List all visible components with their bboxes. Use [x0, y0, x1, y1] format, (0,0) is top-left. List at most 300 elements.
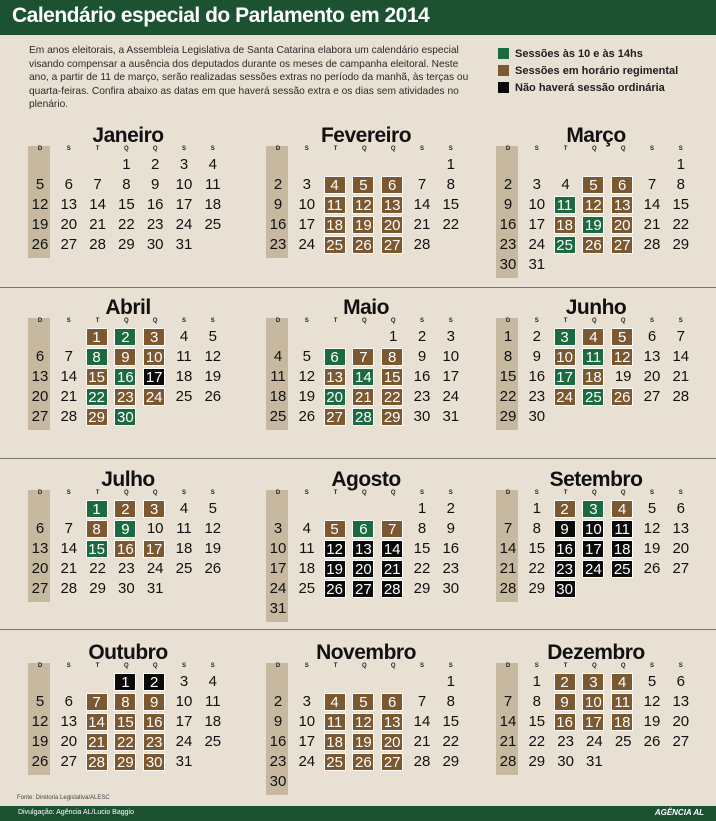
- day-cell-no-session: 26: [324, 580, 346, 598]
- day-cell: 18: [204, 196, 222, 213]
- weekday-label: T: [95, 146, 100, 152]
- day-cell: 19: [204, 540, 222, 557]
- day-cell-no-session: 12: [324, 540, 346, 558]
- day-cell-session-regimental: 3: [582, 673, 604, 691]
- day-cell: 31: [269, 600, 287, 617]
- day-cell: 7: [647, 176, 657, 193]
- day-cell: 1: [532, 500, 541, 517]
- day-cell-session-10-14: 17: [554, 368, 576, 386]
- day-cell: 20: [60, 216, 78, 233]
- day-cell: 1: [446, 673, 455, 690]
- day-cell-session-regimental: 18: [611, 713, 633, 731]
- day-cell: 15: [528, 713, 546, 730]
- weekday-label: T: [563, 146, 568, 152]
- day-cell: 23: [269, 236, 287, 253]
- month-setembro: [498, 468, 708, 628]
- day-cell: 25: [298, 580, 316, 597]
- day-cell: 28: [499, 753, 517, 770]
- day-cell: 6: [676, 500, 685, 517]
- day-cell: 22: [413, 560, 431, 577]
- weekday-label: Q: [362, 146, 367, 152]
- day-cell: 14: [89, 196, 106, 213]
- day-cell: 31: [146, 580, 164, 597]
- weekday-label: S: [649, 490, 654, 496]
- day-cell: 30: [269, 773, 287, 790]
- day-cell-session-regimental: 10: [554, 348, 576, 366]
- day-cell-session-10-14: 30: [114, 408, 136, 426]
- day-cell: 15: [442, 196, 460, 213]
- day-cell: 4: [179, 500, 189, 517]
- weekday-label: Q: [592, 318, 597, 324]
- month-março: [498, 124, 708, 284]
- day-cell-session-regimental: 8: [86, 520, 108, 538]
- weekday-label: Q: [592, 663, 597, 669]
- weekday-label: S: [181, 318, 186, 324]
- weekday-label: S: [66, 318, 71, 324]
- day-cell-session-regimental: 14: [86, 713, 108, 731]
- day-cell: 5: [208, 500, 217, 517]
- weekday-label: D: [37, 490, 43, 496]
- weekday-label: Q: [124, 663, 129, 669]
- weekday-label: S: [210, 490, 215, 496]
- day-cell: 6: [35, 348, 45, 365]
- day-cell: 10: [269, 540, 287, 557]
- day-cell-session-regimental: 18: [554, 216, 576, 234]
- day-cell: 16: [528, 368, 546, 385]
- day-cell: 31: [175, 753, 193, 770]
- weekday-label: Q: [620, 663, 626, 669]
- weekday-label: S: [210, 318, 215, 324]
- weekday-label: D: [275, 318, 281, 324]
- day-cell: 21: [89, 216, 106, 233]
- day-cell: 25: [614, 733, 632, 750]
- day-cell: 15: [528, 540, 546, 557]
- day-cell: 23: [269, 753, 287, 770]
- weekday-label: S: [534, 490, 539, 496]
- day-cell-no-session: 19: [324, 560, 346, 578]
- day-cell-session-regimental: 5: [352, 176, 374, 194]
- weekday-label: S: [181, 146, 186, 152]
- month-name: Janeiro: [92, 124, 164, 147]
- day-cell-session-10-14: 20: [324, 388, 346, 406]
- month-novembro: [268, 641, 478, 801]
- weekday-label: T: [333, 318, 338, 324]
- day-cell: 24: [175, 733, 193, 750]
- day-cell-no-session: 2: [143, 673, 165, 691]
- day-cell: 12: [298, 368, 316, 385]
- day-cell: 28: [413, 236, 431, 253]
- day-cell-session-regimental: 20: [381, 216, 403, 234]
- day-cell: 23: [118, 560, 135, 577]
- day-cell: 19: [643, 713, 661, 730]
- day-cell-session-regimental: 17: [582, 713, 604, 731]
- day-cell: 25: [175, 560, 193, 577]
- day-cell: 30: [442, 580, 460, 597]
- day-cell-session-regimental: 15: [86, 368, 108, 386]
- day-cell-session-regimental: 28: [86, 753, 108, 771]
- day-cell: 8: [446, 693, 455, 710]
- day-cell-session-regimental: 29: [114, 753, 136, 771]
- day-cell-session-regimental: 13: [381, 713, 403, 731]
- day-cell-session-regimental: 18: [582, 368, 604, 386]
- day-cell: 30: [146, 236, 164, 253]
- day-cell: 5: [35, 693, 45, 710]
- day-cell-session-10-14: 28: [352, 408, 374, 426]
- day-cell-session-regimental: 20: [611, 216, 633, 234]
- day-cell: 12: [643, 520, 661, 537]
- weekday-label: T: [333, 490, 338, 496]
- day-cell: 4: [302, 520, 311, 537]
- weekday-label: Q: [124, 490, 129, 496]
- weekday-label: Q: [592, 146, 597, 152]
- day-cell: 21: [413, 733, 431, 750]
- weekday-label: S: [678, 663, 683, 669]
- day-cell-session-regimental: 6: [381, 693, 403, 711]
- day-cell: 25: [175, 388, 193, 405]
- day-cell-session-regimental: 21: [86, 733, 108, 751]
- legend-swatch-black: [498, 82, 509, 93]
- day-cell-session-regimental: 30: [143, 753, 165, 771]
- day-cell: 17: [298, 216, 316, 233]
- weekday-label: Q: [124, 146, 129, 152]
- day-cell: 1: [503, 328, 513, 345]
- day-cell: 19: [204, 368, 222, 385]
- day-cell-session-regimental: 5: [611, 328, 633, 346]
- day-cell: 5: [647, 673, 657, 690]
- day-cell: 10: [298, 713, 316, 730]
- day-cell-session-regimental: 8: [381, 348, 403, 366]
- day-cell-session-10-14: 9: [114, 520, 136, 538]
- weekday-label: Q: [620, 318, 626, 324]
- day-cell-no-session: 27: [352, 580, 374, 598]
- day-cell: 10: [528, 196, 546, 213]
- day-cell: 18: [204, 713, 222, 730]
- day-cell: 5: [208, 328, 217, 345]
- day-cell: 14: [413, 196, 431, 213]
- day-cell-session-10-14: 25: [554, 236, 576, 254]
- weekday-label: T: [333, 146, 338, 152]
- day-cell: 17: [528, 216, 546, 233]
- day-cell: 24: [442, 388, 460, 405]
- day-cell-no-session: 16: [554, 540, 576, 558]
- day-cell: 23: [442, 560, 460, 577]
- day-cell: 13: [672, 693, 690, 710]
- weekday-label: T: [563, 318, 568, 324]
- day-cell: 29: [89, 580, 106, 597]
- weekday-label: S: [66, 490, 71, 496]
- day-cell: 29: [118, 236, 135, 253]
- day-cell-session-regimental: 5: [324, 520, 346, 538]
- day-cell: 12: [31, 713, 49, 730]
- weekday-label: T: [563, 490, 568, 496]
- day-cell: 14: [643, 196, 661, 213]
- day-cell-session-regimental: 24: [554, 388, 576, 406]
- day-cell: 12: [204, 348, 222, 365]
- day-cell: 19: [31, 733, 49, 750]
- day-cell: 9: [446, 520, 455, 537]
- month-agosto: [268, 468, 478, 628]
- day-cell: 11: [176, 348, 192, 365]
- day-cell: 28: [89, 236, 106, 253]
- day-cell: 19: [614, 368, 632, 385]
- month-fevereiro: [268, 124, 478, 284]
- day-cell-no-session: 30: [554, 580, 576, 598]
- day-cell: 10: [175, 176, 193, 193]
- day-cell-session-regimental: 10: [143, 348, 165, 366]
- day-cell: 4: [208, 156, 217, 173]
- weekday-label: Q: [390, 490, 396, 496]
- weekday-label: D: [505, 490, 511, 496]
- weekday-label: D: [275, 663, 281, 669]
- day-cell: 19: [298, 388, 316, 405]
- day-cell: 13: [60, 713, 78, 730]
- day-cell: 1: [676, 156, 685, 173]
- day-cell: 17: [269, 560, 287, 577]
- day-cell: 30: [499, 256, 517, 273]
- day-cell-session-regimental: 16: [554, 713, 576, 731]
- day-cell: 13: [643, 348, 661, 365]
- day-cell: 2: [532, 328, 541, 345]
- day-cell-session-regimental: 9: [554, 693, 576, 711]
- page-title: Calendário especial do Parlamento em 2014: [12, 4, 430, 27]
- day-cell: 2: [417, 328, 427, 345]
- month-junho: [498, 296, 708, 456]
- day-cell: 15: [413, 540, 431, 557]
- day-cell-session-regimental: 4: [324, 176, 346, 194]
- day-cell-session-10-14: 25: [582, 388, 604, 406]
- weekday-label: S: [66, 663, 71, 669]
- day-cell: 8: [676, 176, 685, 193]
- day-cell: 26: [298, 408, 316, 425]
- weekday-label: Q: [620, 490, 626, 496]
- day-cell: 9: [417, 348, 427, 365]
- source-note: Fonte: Diretoria Legislativa/ALESC: [17, 795, 110, 801]
- day-cell: 10: [298, 196, 316, 213]
- day-cell: 26: [204, 560, 222, 577]
- day-cell-session-10-14: 3: [554, 328, 576, 346]
- day-cell: 11: [205, 176, 221, 193]
- day-cell: 9: [151, 176, 160, 193]
- day-cell: 8: [122, 176, 131, 193]
- day-cell-session-regimental: 29: [86, 408, 108, 426]
- weekday-label: S: [304, 663, 309, 669]
- day-cell: 13: [60, 196, 78, 213]
- day-cell-session-regimental: 9: [114, 348, 136, 366]
- footer-bar: [0, 806, 716, 821]
- day-cell-session-10-14: 16: [114, 368, 136, 386]
- month-abril: [30, 296, 240, 456]
- weekday-label: Q: [390, 663, 396, 669]
- day-cell-session-10-14: 2: [114, 328, 136, 346]
- day-cell: 11: [205, 693, 221, 710]
- day-cell-no-session: 17: [582, 540, 604, 558]
- day-cell-no-session: 14: [381, 540, 403, 558]
- day-cell: 23: [499, 236, 517, 253]
- day-cell-no-session: 20: [352, 560, 374, 578]
- day-cell: 15: [118, 196, 135, 213]
- day-cell: 2: [273, 693, 283, 710]
- day-cell-no-session: 17: [143, 368, 165, 386]
- day-cell: 25: [269, 408, 287, 425]
- day-cell: 4: [273, 348, 283, 365]
- day-cell: 1: [417, 500, 427, 517]
- day-cell: 22: [89, 560, 106, 577]
- day-cell-session-regimental: 2: [554, 673, 576, 691]
- weekday-label: D: [37, 146, 43, 152]
- day-cell: 26: [643, 560, 661, 577]
- day-cell-session-regimental: 4: [324, 693, 346, 711]
- day-cell: 27: [672, 560, 690, 577]
- day-cell: 28: [643, 236, 661, 253]
- day-cell: 11: [299, 540, 315, 557]
- day-cell: 31: [528, 256, 546, 273]
- day-cell: 24: [175, 216, 193, 233]
- weekday-label: Q: [390, 146, 396, 152]
- day-cell: 29: [499, 408, 517, 425]
- month-name: Julho: [101, 468, 155, 491]
- day-cell-session-regimental: 13: [611, 196, 633, 214]
- day-cell: 12: [204, 520, 222, 537]
- day-cell: 30: [118, 580, 135, 597]
- day-cell: 22: [442, 216, 460, 233]
- day-cell: 25: [204, 216, 222, 233]
- day-cell-session-10-14: 6: [352, 520, 374, 538]
- day-cell-session-regimental: 9: [143, 693, 165, 711]
- weekday-label: Q: [390, 318, 396, 324]
- day-cell-session-10-14: 1: [86, 500, 108, 518]
- weekday-label: S: [181, 490, 186, 496]
- day-cell-session-regimental: 23: [143, 733, 165, 751]
- weekday-label: S: [678, 318, 683, 324]
- day-cell-session-10-14: 3: [582, 500, 604, 518]
- day-cell-session-regimental: 23: [114, 388, 136, 406]
- day-cell: 17: [175, 196, 193, 213]
- day-cell: 18: [269, 388, 287, 405]
- day-cell-session-regimental: 16: [143, 713, 165, 731]
- day-cell-session-regimental: 4: [611, 673, 633, 691]
- day-cell: 18: [175, 368, 193, 385]
- day-cell-session-regimental: 12: [611, 348, 633, 366]
- weekday-label: S: [678, 146, 683, 152]
- agency-logo: AGÊNCIA AL: [654, 808, 704, 817]
- weekday-label: S: [66, 146, 71, 152]
- weekday-label: D: [275, 146, 281, 152]
- day-cell-session-10-14: 8: [86, 348, 108, 366]
- day-cell: 22: [499, 388, 517, 405]
- day-cell: 24: [269, 580, 287, 597]
- weekday-label: Q: [124, 318, 129, 324]
- day-cell: 16: [269, 733, 287, 750]
- day-cell: 13: [31, 540, 49, 557]
- weekday-label: Q: [362, 663, 367, 669]
- day-cell: 11: [176, 520, 192, 537]
- weekday-label: Q: [592, 490, 597, 496]
- day-cell: 20: [31, 560, 49, 577]
- day-cell: 16: [146, 196, 164, 213]
- day-cell-session-regimental: 3: [143, 328, 165, 346]
- day-cell-session-regimental: 19: [352, 216, 374, 234]
- day-cell: 29: [672, 236, 690, 253]
- day-cell: 20: [643, 368, 661, 385]
- weekday-label: S: [419, 146, 424, 152]
- weekday-label: S: [678, 490, 683, 496]
- day-cell: 22: [528, 560, 546, 577]
- day-cell-session-regimental: 12: [352, 713, 374, 731]
- credit-text: Divulgação: Agência AL/Lucio Baggio: [18, 809, 134, 816]
- month-name: Dezembro: [547, 641, 645, 664]
- day-cell: 1: [389, 328, 398, 345]
- day-cell: 10: [146, 520, 164, 537]
- day-cell-session-regimental: 29: [381, 408, 403, 426]
- day-cell: 23: [146, 216, 164, 233]
- day-cell-session-regimental: 27: [324, 408, 346, 426]
- day-cell: 18: [298, 560, 316, 577]
- day-cell-session-regimental: 17: [143, 540, 165, 558]
- day-cell: 8: [446, 176, 455, 193]
- day-cell: 3: [302, 693, 311, 710]
- day-cell: 27: [31, 408, 49, 425]
- day-cell: 16: [269, 216, 287, 233]
- day-cell: 5: [302, 348, 311, 365]
- day-cell: 1: [532, 673, 541, 690]
- legend-item-black: [498, 79, 678, 96]
- weekday-label: Q: [152, 146, 158, 152]
- month-name: Outubro: [88, 641, 168, 664]
- day-cell: 24: [298, 236, 316, 253]
- day-cell: 26: [31, 753, 49, 770]
- day-cell: 14: [413, 713, 431, 730]
- day-cell: 3: [302, 176, 311, 193]
- day-cell-no-session: 25: [611, 560, 633, 578]
- month-maio: [268, 296, 478, 456]
- day-cell-session-regimental: 21: [352, 388, 374, 406]
- day-cell-session-regimental: 18: [324, 733, 346, 751]
- day-cell: 7: [676, 328, 685, 345]
- day-cell-session-10-14: 11: [554, 196, 576, 214]
- legend-label-brown: Sessões em horário regimental: [515, 64, 679, 77]
- day-cell: 6: [35, 520, 45, 537]
- day-cell-session-10-14: 14: [352, 368, 374, 386]
- legend-swatch-green: [498, 48, 509, 59]
- weekday-label: D: [505, 318, 511, 324]
- day-cell-session-10-14: 22: [86, 388, 108, 406]
- day-cell: 16: [499, 216, 517, 233]
- day-cell-session-regimental: 7: [352, 348, 374, 366]
- day-cell: 24: [528, 236, 546, 253]
- day-cell: 7: [503, 520, 513, 537]
- weekday-label: Q: [362, 318, 367, 324]
- day-cell: 7: [93, 176, 102, 193]
- day-cell: 9: [273, 196, 283, 213]
- day-cell: 4: [208, 673, 217, 690]
- day-cell-session-regimental: 7: [86, 693, 108, 711]
- month-dezembro: [498, 641, 708, 801]
- day-cell-session-regimental: 11: [611, 693, 633, 711]
- day-cell-no-session: 28: [381, 580, 403, 598]
- weekday-label: S: [534, 146, 539, 152]
- day-cell-session-regimental: 26: [352, 236, 374, 254]
- day-cell: 26: [204, 388, 222, 405]
- weekday-label: S: [448, 663, 453, 669]
- weekday-label: S: [534, 318, 539, 324]
- day-cell: 27: [60, 753, 78, 770]
- day-cell: 15: [672, 196, 690, 213]
- day-cell: 21: [60, 388, 78, 405]
- weekday-label: S: [304, 490, 309, 496]
- day-cell-session-regimental: 4: [611, 500, 633, 518]
- day-cell: 28: [413, 753, 431, 770]
- day-cell: 24: [586, 733, 603, 750]
